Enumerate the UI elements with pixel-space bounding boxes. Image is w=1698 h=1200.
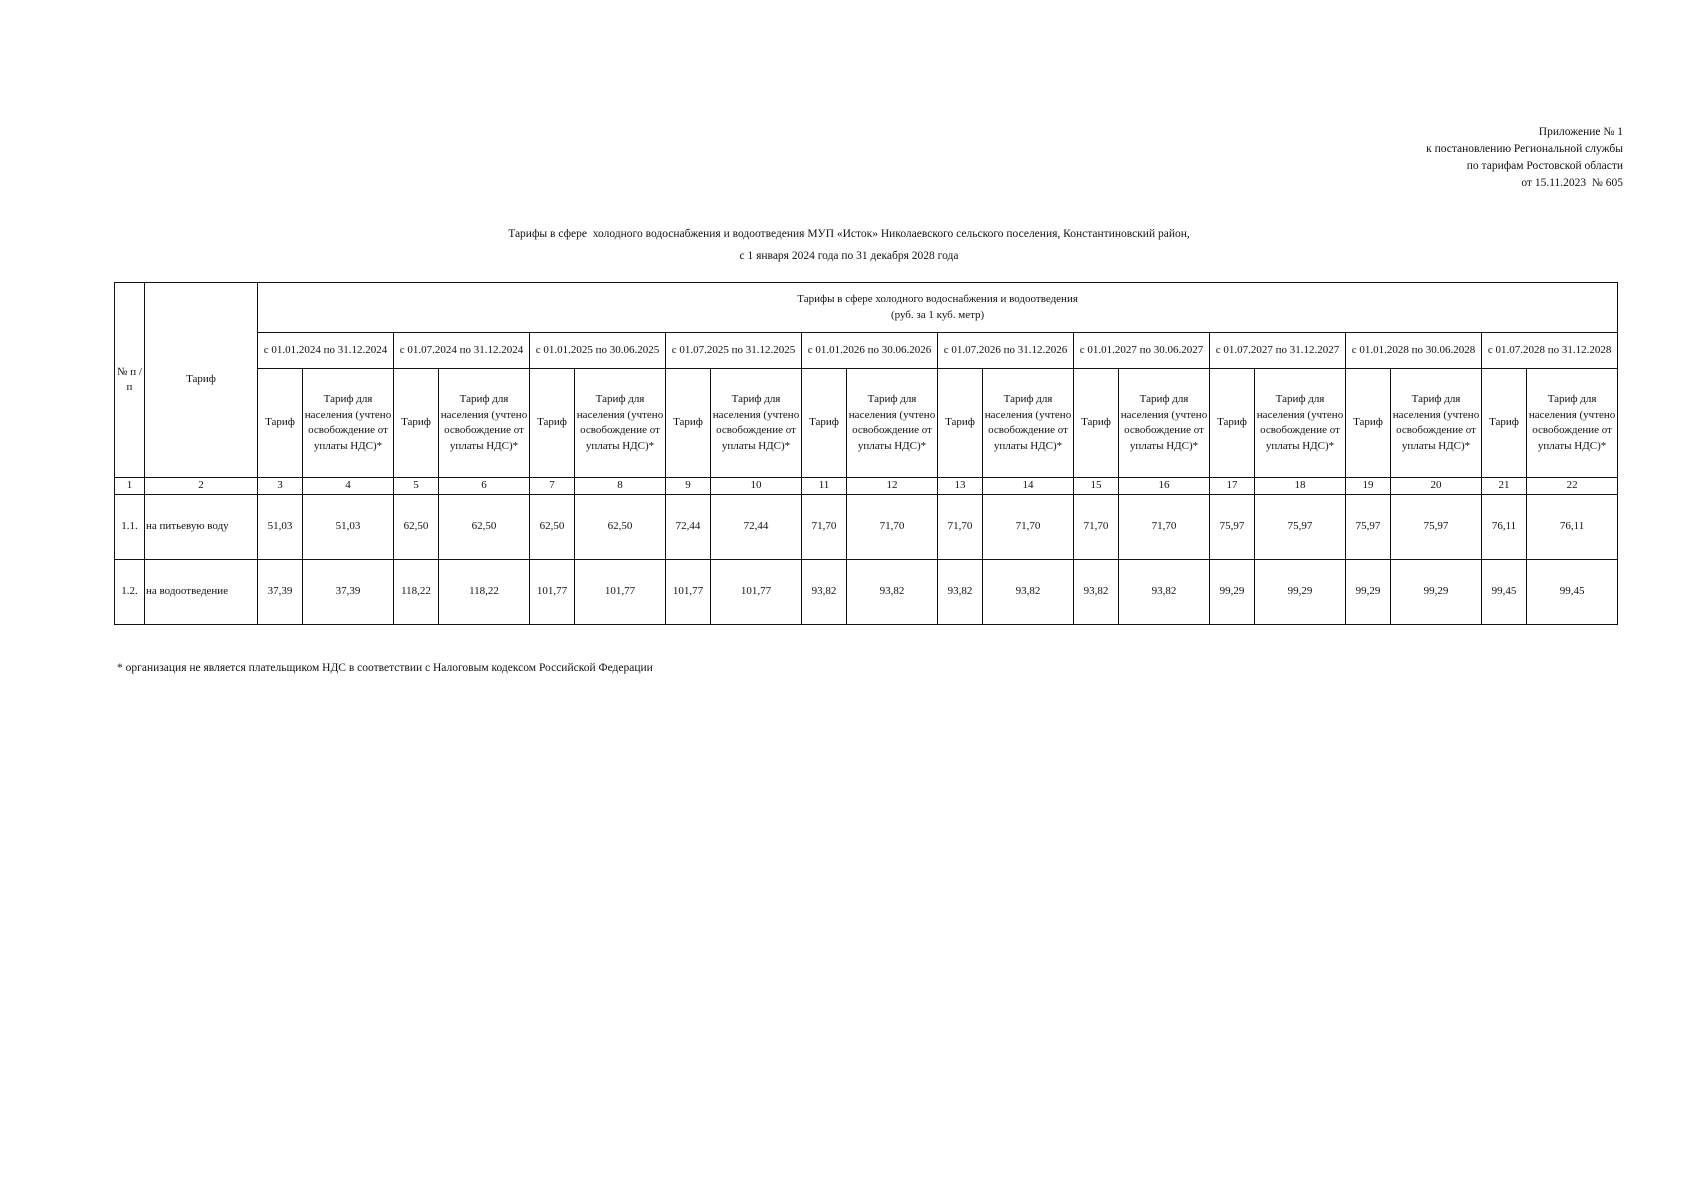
tariff-value-cell: 37,39 — [303, 560, 394, 625]
tariff-value-cell: 71,70 — [802, 495, 847, 560]
column-number: 3 — [258, 478, 303, 495]
column-number: 10 — [711, 478, 802, 495]
header-sub-population-tariff: Тариф для населения (учтено освобождение от уплаты НДС)* — [847, 369, 938, 478]
tariff-value-cell: 93,82 — [938, 560, 983, 625]
column-number: 5 — [394, 478, 439, 495]
column-number: 20 — [1391, 478, 1482, 495]
tariff-value-cell: 71,70 — [938, 495, 983, 560]
tariff-value-cell: 71,70 — [1074, 495, 1119, 560]
tariff-value-cell: 93,82 — [847, 560, 938, 625]
tariff-value-cell: 72,44 — [711, 495, 802, 560]
header-sub-tariff: Тариф — [394, 369, 439, 478]
tariff-value-cell: 62,50 — [394, 495, 439, 560]
tariff-value-cell: 51,03 — [303, 495, 394, 560]
document-subtitle: с 1 января 2024 года по 31 декабря 2028 года — [739, 250, 959, 262]
header-sub-tariff: Тариф — [938, 369, 983, 478]
appendix-line: от 15.11.2023 № 605 — [1521, 177, 1623, 189]
tariff-table — [114, 282, 1618, 625]
tariff-value-cell: 101,77 — [575, 560, 666, 625]
header-sub-population-tariff: Тариф для населения (учтено освобождение от уплаты НДС)* — [303, 369, 394, 478]
header-period: с 01.01.2028 по 30.06.2028 — [1346, 333, 1482, 369]
column-number: 21 — [1482, 478, 1527, 495]
column-number: 2 — [145, 478, 258, 495]
column-number: 4 — [303, 478, 394, 495]
document-title: Тарифы в сфере холодного водоснабжения и водоотведения МУП «Исток» Николаевского сельского поселения, Константиновский район, — [508, 228, 1190, 240]
header-period: с 01.07.2025 по 31.12.2025 — [666, 333, 802, 369]
tariff-value-cell: 118,22 — [439, 560, 530, 625]
row-tariff-name: на водоотведение — [145, 560, 258, 625]
column-number: 14 — [983, 478, 1074, 495]
tariff-value-cell: 51,03 — [258, 495, 303, 560]
tariff-value-cell: 99,29 — [1391, 560, 1482, 625]
tariff-value-cell: 101,77 — [530, 560, 575, 625]
table-row — [115, 560, 1618, 625]
appendix-reference — [1426, 124, 1623, 192]
header-sub-tariff: Тариф — [530, 369, 575, 478]
column-number: 12 — [847, 478, 938, 495]
header-tariff-name: Тариф — [145, 283, 258, 478]
column-number: 22 — [1527, 478, 1618, 495]
column-number: 8 — [575, 478, 666, 495]
row-tariff-name: на питьевую воду — [145, 495, 258, 560]
tariff-value-cell: 93,82 — [802, 560, 847, 625]
tariff-value-cell: 75,97 — [1210, 495, 1255, 560]
tariff-value-cell: 62,50 — [575, 495, 666, 560]
header-sub-tariff: Тариф — [1346, 369, 1391, 478]
header-row-number: № п /п — [115, 283, 145, 478]
tariff-value-cell: 76,11 — [1527, 495, 1618, 560]
header-period: с 01.01.2025 по 30.06.2025 — [530, 333, 666, 369]
header-group-title: Тарифы в сфере холодного водоснабжения и водоотведения — [797, 293, 1078, 305]
column-number: 11 — [802, 478, 847, 495]
header-period: с 01.01.2026 по 30.06.2026 — [802, 333, 938, 369]
header-period: с 01.01.2024 по 31.12.2024 — [258, 333, 394, 369]
header-group-unit: (руб. за 1 куб. метр) — [890, 308, 985, 321]
column-number: 6 — [439, 478, 530, 495]
table-row — [115, 495, 1618, 560]
header-sub-tariff: Тариф — [1482, 369, 1527, 478]
tariff-value-cell: 71,70 — [983, 495, 1074, 560]
header-sub-population-tariff: Тариф для населения (учтено освобождение от уплаты НДС)* — [983, 369, 1074, 478]
tariff-value-cell: 72,44 — [666, 495, 711, 560]
appendix-line: Приложение № 1 — [1538, 126, 1623, 138]
column-number: 1 — [115, 478, 145, 495]
header-sub-population-tariff: Тариф для населения (учтено освобождение от уплаты НДС)* — [1119, 369, 1210, 478]
header-sub-tariff: Тариф — [1210, 369, 1255, 478]
tariff-value-cell: 99,29 — [1255, 560, 1346, 625]
tariff-value-cell: 71,70 — [847, 495, 938, 560]
tariff-value-cell: 99,45 — [1527, 560, 1618, 625]
tariff-value-cell: 93,82 — [1119, 560, 1210, 625]
tariff-value-cell: 76,11 — [1482, 495, 1527, 560]
tariff-value-cell: 101,77 — [711, 560, 802, 625]
row-number: 1.1. — [115, 495, 145, 560]
tariff-value-cell: 62,50 — [530, 495, 575, 560]
tariff-value-cell: 75,97 — [1346, 495, 1391, 560]
row-number: 1.2. — [115, 560, 145, 625]
appendix-line: по тарифам Ростовской области — [1466, 160, 1623, 172]
column-number: 18 — [1255, 478, 1346, 495]
header-sub-population-tariff: Тариф для населения (учтено освобождение от уплаты НДС)* — [1527, 369, 1618, 478]
column-number: 9 — [666, 478, 711, 495]
tariff-value-cell: 62,50 — [439, 495, 530, 560]
column-number: 16 — [1119, 478, 1210, 495]
tariff-value-cell: 99,45 — [1482, 560, 1527, 625]
footnote: * организация не является плательщиком НДС в соответствии с Налоговым кодексом Российской Федерации — [117, 662, 653, 674]
header-sub-tariff: Тариф — [258, 369, 303, 478]
header-sub-population-tariff: Тариф для населения (учтено освобождение от уплаты НДС)* — [1255, 369, 1346, 478]
header-sub-tariff: Тариф — [1074, 369, 1119, 478]
header-period: с 01.07.2027 по 31.12.2027 — [1210, 333, 1346, 369]
header-sub-population-tariff: Тариф для населения (учтено освобождение от уплаты НДС)* — [711, 369, 802, 478]
column-number: 15 — [1074, 478, 1119, 495]
column-number: 17 — [1210, 478, 1255, 495]
header-sub-population-tariff: Тариф для населения (учтено освобождение от уплаты НДС)* — [575, 369, 666, 478]
tariff-value-cell: 118,22 — [394, 560, 439, 625]
tariff-value-cell: 101,77 — [666, 560, 711, 625]
appendix-line: к постановлению Региональной службы — [1426, 143, 1623, 155]
header-period: с 01.07.2024 по 31.12.2024 — [394, 333, 530, 369]
tariff-value-cell: 75,97 — [1255, 495, 1346, 560]
tariff-value-cell: 93,82 — [1074, 560, 1119, 625]
tariff-value-cell: 71,70 — [1119, 495, 1210, 560]
header-group — [258, 283, 1618, 333]
tariff-value-cell: 37,39 — [258, 560, 303, 625]
column-number: 7 — [530, 478, 575, 495]
header-period: с 01.07.2028 по 31.12.2028 — [1482, 333, 1618, 369]
tariff-value-cell: 93,82 — [983, 560, 1074, 625]
header-sub-tariff: Тариф — [802, 369, 847, 478]
header-period: с 01.01.2027 по 30.06.2027 — [1074, 333, 1210, 369]
header-sub-tariff: Тариф — [666, 369, 711, 478]
column-number: 13 — [938, 478, 983, 495]
tariff-value-cell: 75,97 — [1391, 495, 1482, 560]
column-number: 19 — [1346, 478, 1391, 495]
tariff-value-cell: 99,29 — [1210, 560, 1255, 625]
tariff-value-cell: 99,29 — [1346, 560, 1391, 625]
header-sub-population-tariff: Тариф для населения (учтено освобождение от уплаты НДС)* — [1391, 369, 1482, 478]
header-sub-population-tariff: Тариф для населения (учтено освобождение от уплаты НДС)* — [439, 369, 530, 478]
header-period: с 01.07.2026 по 31.12.2026 — [938, 333, 1074, 369]
